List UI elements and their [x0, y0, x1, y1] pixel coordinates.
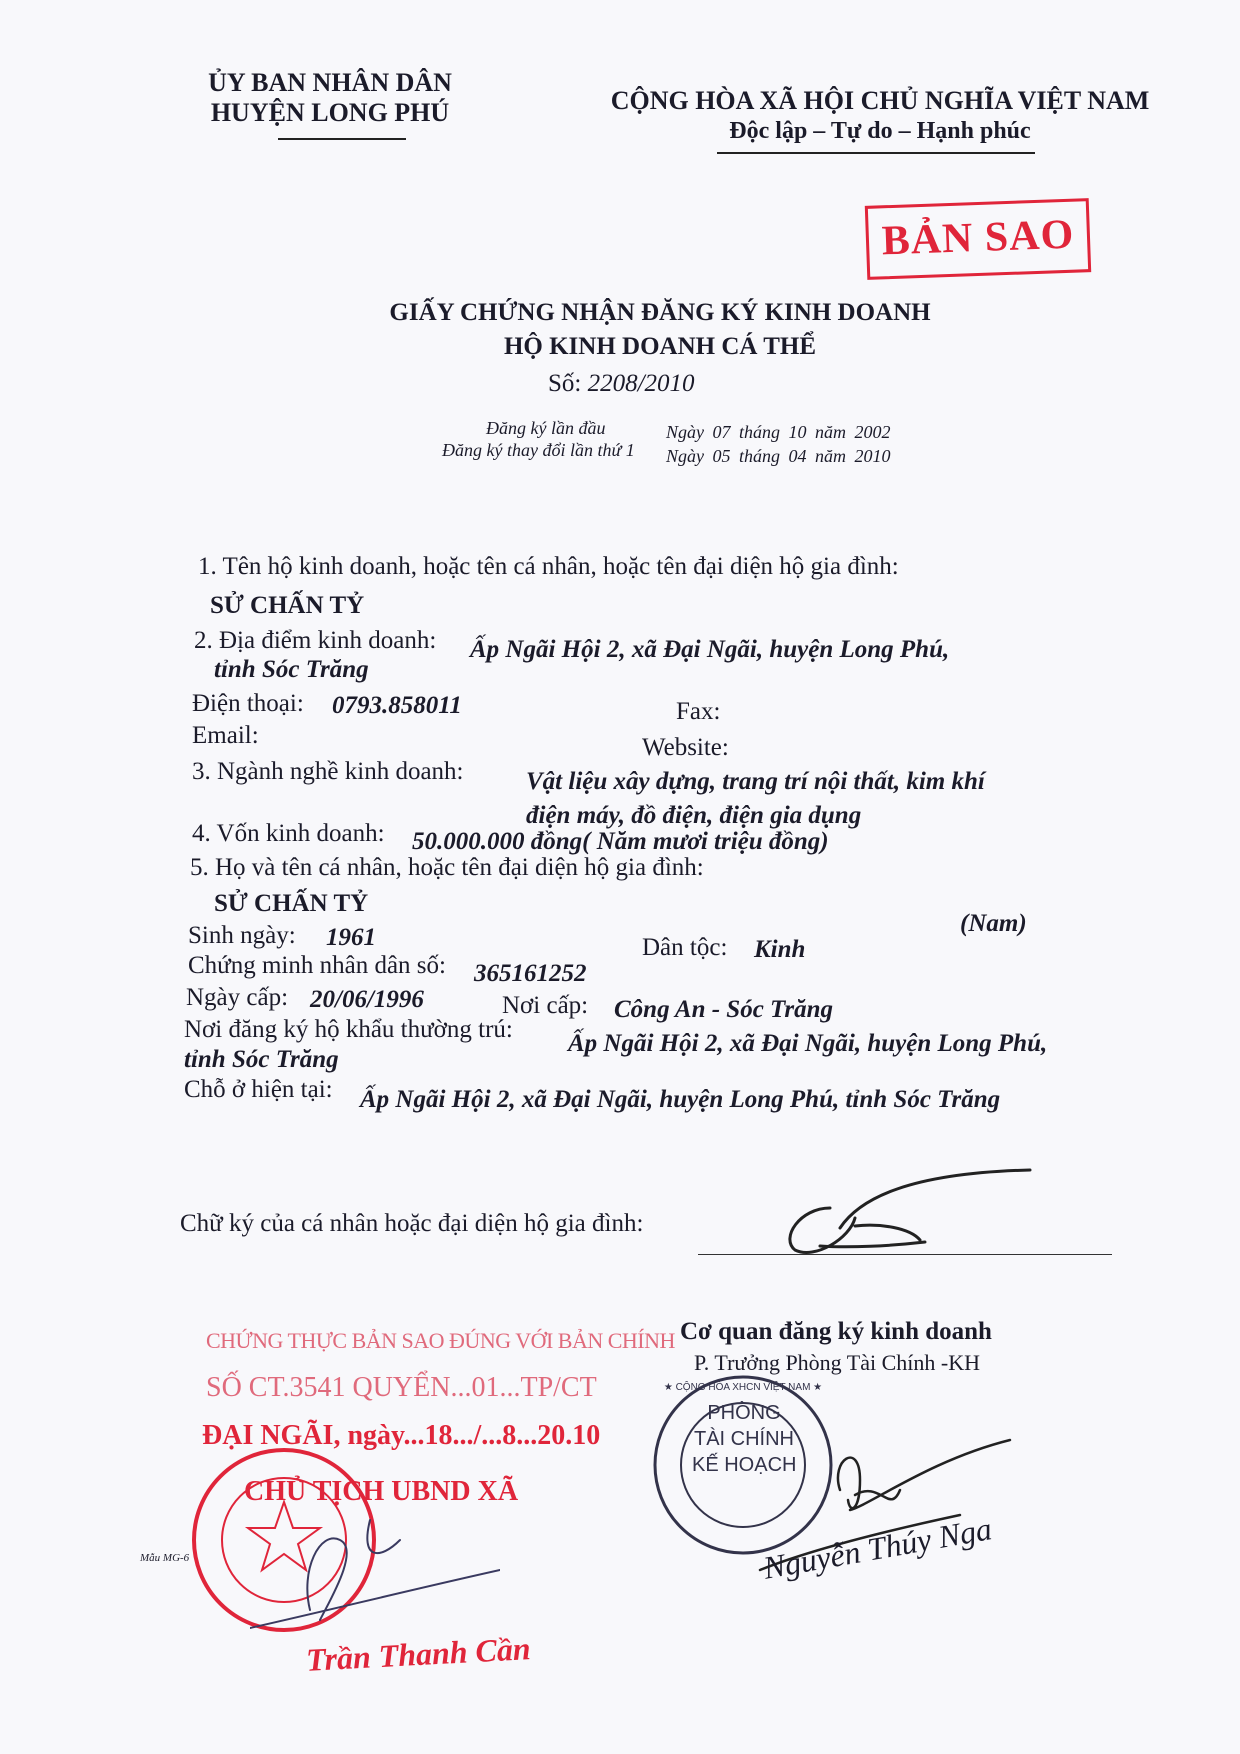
- title-line1: GIẤY CHỨNG NHẬN ĐĂNG KÝ KINH DOANH: [389, 299, 931, 326]
- field4-label: 4. Vốn kinh doanh:: [192, 820, 385, 847]
- phone-value: 0793.858011: [332, 692, 462, 719]
- field2-value-line1: Ấp Ngãi Hội 2, xã Đại Ngãi, huyện Long Phú,: [470, 636, 950, 663]
- svg-text:★ CỘNG HÒA XHCN VIỆT NAM ★: ★ CỘNG HÒA XHCN VIỆT NAM ★: [663, 1382, 823, 1393]
- dob-label: Sinh ngày:: [188, 922, 296, 949]
- title-line2: HỘ KINH DOANH CÁ THỂ: [503, 333, 817, 360]
- ethnic-label: Dân tộc:: [642, 934, 728, 961]
- dob-value: 1961: [326, 924, 376, 951]
- field1-label: 1. Tên hộ kinh doanh, hoặc tên cá nhân, hoặc tên đại diện hộ gia đình:: [198, 553, 899, 580]
- certification-line2: SỐ CT.3541 QUYỂN...01...TP/CT: [206, 1372, 597, 1403]
- residence-value-line2: tỉnh Sóc Trăng: [184, 1046, 339, 1073]
- field2-label: 2. Địa điểm kinh doanh:: [194, 627, 437, 654]
- residence-value-line1: Ấp Ngãi Hội 2, xã Đại Ngãi, huyện Long Phú,: [568, 1030, 1048, 1057]
- phone-label: Điện thoại:: [192, 690, 304, 717]
- email-label: Email:: [192, 722, 259, 749]
- first-registration-label: Đăng ký lần đầu: [486, 418, 606, 438]
- seal-text-line3: KẾ HOẠCH: [692, 1454, 797, 1476]
- change-registration-date: Ngày 05 tháng 04 năm 2010: [666, 446, 891, 466]
- issue-date-label: Ngày cấp:: [186, 984, 289, 1011]
- field4-value: 50.000.000 đồng( Năm mươi triệu đồng): [412, 828, 829, 855]
- field2-value-line2: tỉnh Sóc Trăng: [214, 656, 369, 683]
- copy-stamp: BẢN SAO: [865, 198, 1091, 280]
- id-label: Chứng minh nhân dân số:: [188, 952, 446, 979]
- field3-value-line1: Vật liệu xây dựng, trang trí nội thất, kim khí: [526, 768, 985, 795]
- seal-text-line2: TÀI CHÍNH: [694, 1428, 794, 1450]
- signature-label: Chữ ký của cá nhân hoặc đại diện hộ gia đình:: [180, 1210, 644, 1237]
- gender-value: (Nam): [960, 910, 1027, 937]
- motto-line1: CỘNG HÒA XÃ HỘI CHỦ NGHĨA VIỆT NAM: [610, 86, 1150, 115]
- field5-label: 5. Họ và tên cá nhân, hoặc tên đại diện hộ gia đình:: [190, 854, 704, 881]
- national-motto: [600, 86, 1160, 146]
- issuer-line2: HUYỆN LONG PHÚ: [210, 98, 450, 127]
- certification-line3: ĐẠI NGÃI, ngày...18.../...8...20.10: [202, 1420, 601, 1451]
- certification-line1: CHỨNG THỰC BẢN SAO ĐÚNG VỚI BẢN CHÍNH: [206, 1328, 675, 1353]
- field5-value: SỬ CHẤN TỶ: [214, 890, 369, 917]
- id-value: 365161252: [474, 960, 587, 987]
- fax-label: Fax:: [676, 698, 721, 725]
- current-residence-label: Chỗ ở hiện tại:: [184, 1076, 333, 1103]
- issuer-name: [200, 68, 460, 128]
- issuer-line1: ỦY BAN NHÂN DÂN: [208, 68, 452, 97]
- first-registration-date: Ngày 07 tháng 10 năm 2002: [666, 422, 891, 442]
- commune-signer-name: Trần Thanh Cần: [305, 1630, 532, 1678]
- ethnic-value: Kinh: [754, 936, 806, 963]
- commune-signature: [250, 1500, 500, 1630]
- document-title: [360, 296, 960, 364]
- website-label: Website:: [642, 734, 729, 761]
- certification-title: CHỦ TỊCH UBND XÃ: [244, 1476, 519, 1507]
- field1-value: SỬ CHẤN TỶ: [210, 592, 365, 619]
- field3-label: 3. Ngành nghề kinh doanh:: [192, 758, 464, 785]
- motto-underline: [717, 152, 1035, 154]
- authority-position: P. Trưởng Phòng Tài Chính -KH: [694, 1350, 980, 1375]
- holder-signature: [760, 1168, 1060, 1258]
- issue-place-label: Nơi cấp:: [502, 992, 589, 1019]
- form-code: Mẫu MG-6: [140, 1552, 190, 1564]
- current-residence-value: Ấp Ngãi Hội 2, xã Đại Ngãi, huyện Long Phú, tỉnh Sóc Trăng: [360, 1086, 1001, 1113]
- certificate-number: [548, 370, 695, 398]
- issue-date-value: 20/06/1996: [310, 986, 424, 1013]
- motto-line2: Độc lập – Tự do – Hạnh phúc: [729, 118, 1031, 144]
- issuer-underline: [278, 138, 406, 140]
- authority-title: Cơ quan đăng ký kinh doanh: [680, 1318, 992, 1345]
- seal-text-line1: PHÒNG: [707, 1402, 781, 1424]
- field3-value-line2: điện máy, đồ điện, điện gia dụng: [526, 802, 862, 829]
- issue-place-value: Công An - Sóc Trăng: [614, 996, 834, 1023]
- number-value: 2208/2010: [587, 370, 695, 397]
- residence-label: Nơi đăng ký hộ khẩu thường trú:: [184, 1016, 513, 1043]
- number-label: Số:: [548, 370, 582, 397]
- change-registration-label: Đăng ký thay đổi lần thứ 1: [442, 440, 635, 460]
- official-signer-name: Nguyễn Thúy Nga: [760, 1510, 995, 1586]
